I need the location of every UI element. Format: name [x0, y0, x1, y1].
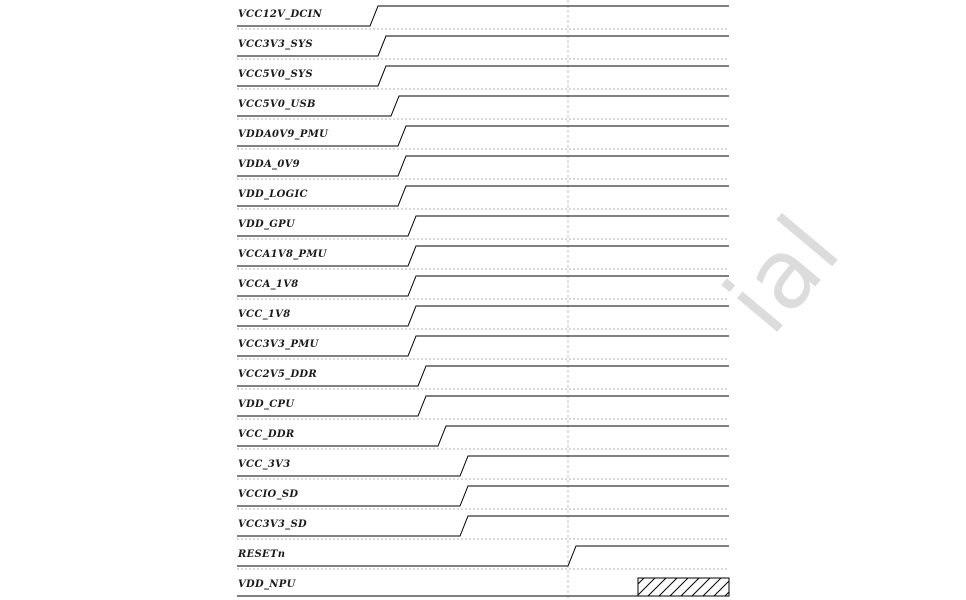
signal-row: [237, 66, 729, 89]
signal-waveform: [237, 486, 729, 506]
signal-row: [237, 246, 729, 269]
watermark-layer: [703, 196, 861, 354]
signal-waveform: [237, 306, 729, 326]
signal-waveform: [237, 186, 729, 206]
signal-row: [237, 306, 729, 329]
signal-row: [237, 126, 729, 149]
hatch-stroke: [725, 592, 729, 596]
hatch-stroke: [670, 578, 688, 596]
signal-row: [237, 578, 729, 596]
hatch-stroke: [638, 578, 655, 595]
signal-rows: [237, 6, 729, 596]
signal-label: VDD_CPU: [238, 399, 295, 410]
signal-label: VDD_NPU: [238, 579, 296, 590]
signal-waveform: [237, 546, 729, 566]
hatch-stroke: [648, 578, 666, 596]
signal-label: VDDA_0V9: [238, 159, 300, 170]
signal-row: [237, 366, 729, 389]
signal-label: VCC_1V8: [238, 309, 291, 320]
signal-waveform: [237, 396, 729, 416]
hatch-stroke: [659, 578, 677, 596]
signal-row: [237, 186, 729, 209]
signal-waveform: [237, 516, 729, 536]
signal-row: [237, 336, 729, 359]
signal-row: [237, 6, 729, 29]
signal-row: [237, 216, 729, 239]
signal-label: VCC3V3_SYS: [238, 39, 313, 50]
signal-label: VCCA_1V8: [238, 279, 299, 290]
signal-label: VCC_DDR: [238, 429, 295, 440]
signal-row: [237, 36, 729, 59]
signal-row: [237, 426, 729, 449]
hatch-stroke: [703, 578, 721, 596]
signal-label: VDDA0V9_PMU: [238, 129, 329, 140]
signal-label: VCC5V0_SYS: [238, 69, 313, 80]
watermark-text: ial: [703, 195, 862, 354]
signal-label: VDD_LOGIC: [238, 189, 308, 200]
signal-row: [237, 396, 729, 419]
signal-row: [237, 456, 729, 479]
hatch-stroke: [692, 578, 710, 596]
signal-label: VDD_GPU: [238, 219, 295, 230]
signal-label: VCCA1V8_PMU: [238, 249, 327, 260]
signal-label: VCC3V3_SD: [238, 519, 307, 530]
signal-waveform: [237, 156, 729, 176]
signal-row: [237, 156, 729, 179]
signal-row: [237, 546, 729, 569]
signal-label: VCC_3V3: [238, 459, 291, 470]
signal-row: [237, 276, 729, 299]
signal-row: [237, 516, 729, 539]
signal-label: VCC2V5_DDR: [238, 369, 318, 380]
signal-label: VCC3V3_PMU: [238, 339, 319, 350]
signal-label: RESETn: [238, 549, 286, 560]
signal-row: [237, 96, 729, 119]
hatch-stroke: [681, 578, 699, 596]
signal-waveform: [237, 276, 729, 296]
signal-waveform: [237, 216, 729, 236]
signal-label: VCCIO_SD: [238, 489, 299, 500]
signal-label: VCC5V0_USB: [238, 99, 316, 110]
signal-waveform: [237, 456, 729, 476]
signal-waveform: [237, 426, 729, 446]
hatch-stroke: [638, 578, 644, 584]
signal-row: [237, 486, 729, 509]
signal-label: VCC12V_DCIN: [238, 9, 323, 20]
